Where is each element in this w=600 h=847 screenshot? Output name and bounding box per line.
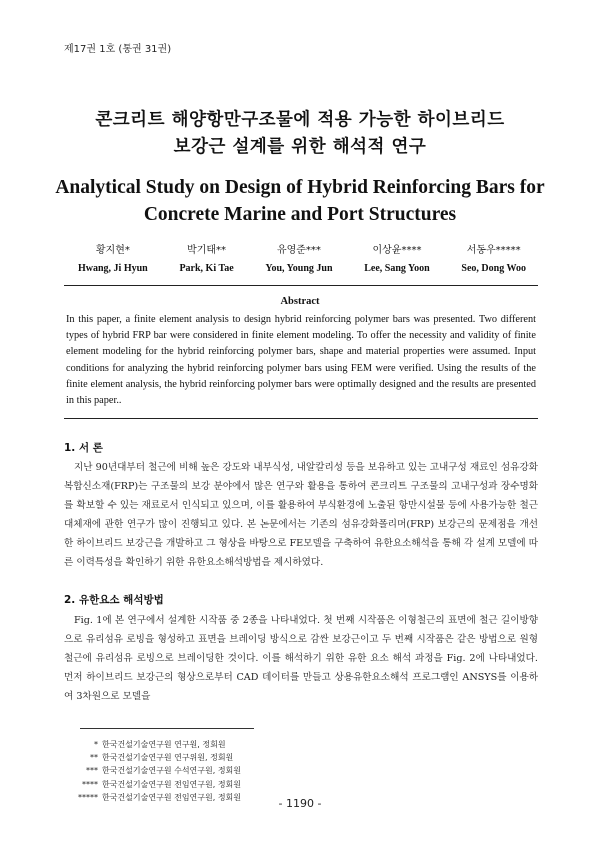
author-list xyxy=(78,244,526,276)
footnote-mark: ***** xyxy=(78,792,98,802)
author-name-korean: 유영준*** xyxy=(276,245,321,256)
author-name-korean: 서동우***** xyxy=(466,245,521,256)
footnote-divider xyxy=(80,728,254,729)
footnote xyxy=(64,778,364,791)
abstract-heading: Abstract xyxy=(280,296,320,307)
section-heading-fe-method: 2. 유한요소 해석방법 xyxy=(64,594,164,606)
author xyxy=(461,244,526,276)
author-name-korean: 이상윤**** xyxy=(372,245,422,256)
author-name-korean: 박기태** xyxy=(187,245,227,256)
footnotes xyxy=(64,738,364,804)
section-body-introduction: 지난 90년대부터 철근에 비해 높은 강도와 내부식성, 내알칼리성 등을 보유하고 있는 고내구성 재료인 섬유강화 복합신소재(FRP)는 구조물의 보강 분야에서 많은 연구와 활용을 통하여 콘크리트 구조물의 고내구성과 장수명화를 확보할 수 있는 재료로서 인식되고 있으며, 이를 활용하여 부식환경에 노출된 항만시설물 등에 사용가능한 철근대체재에 관한 연구가 많이 진행되고 있다. 본 논문에서는 기존의 섬유강화폴리머(FRP) 보강근의 문제점을 개선한 하이브리드 보강근을 개발하고 그 형상을 바탕으로 FE모델을 구축하여 유한요소해석을 통해 각 설계 모델에 따른 이력특성을 확인하기 위한 유한요소해석방법을 제시하였다. xyxy=(64,462,538,568)
abstract-top-divider xyxy=(64,285,538,286)
english-title-line-1: Analytical Study on Design of Hybrid Reinforcing Bars for xyxy=(55,177,545,198)
korean-title-line-2: 보강근 설계를 위한 해석적 연구 xyxy=(173,137,427,157)
footnote-mark: ** xyxy=(90,753,98,763)
footnote-text: 한국건설기술연구원 연구위원, 정회원 xyxy=(102,753,234,763)
page-number: - 1190 - xyxy=(278,797,322,810)
footnote xyxy=(64,751,364,764)
author-name-korean: 황지현* xyxy=(95,245,130,256)
footnote-text: 한국건설기술연구원 연구원, 정회원 xyxy=(102,740,226,749)
footnote-mark: * xyxy=(94,740,98,749)
footnote-text: 한국건설기술연구원 전임연구원, 정회원 xyxy=(102,779,242,789)
abstract-bottom-divider xyxy=(64,418,538,419)
author-name-english: You, Young Jun xyxy=(265,263,333,274)
english-title-line-2: Concrete Marine and Port Structures xyxy=(143,204,457,225)
author-name-english: Hwang, Ji Hyun xyxy=(78,263,148,274)
author xyxy=(78,244,148,276)
author xyxy=(179,244,233,276)
footnote-text: 한국건설기술연구원 수석연구원, 정회원 xyxy=(102,766,242,776)
footnote-mark: *** xyxy=(86,766,98,776)
author-name-english: Seo, Dong Woo xyxy=(461,263,526,274)
author-name-english: Park, Ki Tae xyxy=(179,263,234,274)
section-heading-introduction: 1. 서 론 xyxy=(64,442,103,454)
korean-title-line-1: 콘크리트 해양항만구조물에 적용 가능한 하이브리드 xyxy=(95,110,505,130)
journal-volume-header: 제17권 1호 (통권 31권) xyxy=(64,44,172,55)
footnote xyxy=(64,738,364,751)
footnote xyxy=(64,764,364,777)
author-name-english: Lee, Sang Yoon xyxy=(364,263,430,274)
abstract-text: In this paper, a finite element analysis to design hybrid reinforcing polymer bars was presented. Two different types of hybrid FRP bar were considered in finite element modeling. To offer the necessity and validity of finite element modeling for the hybrid reinforcing polymer bars, shape and material properties were assumed. Input conditions for analyzing the hybrid reinforcing polymer bars using FEM were verified. Using the results of the finite element analysis, the hybrid reinforcing polymer bars were optimally designed and the results are presented in this paper.. xyxy=(66,314,536,407)
footnote-mark: **** xyxy=(82,779,98,789)
author xyxy=(265,244,332,276)
section-body-fe-method: Fig. 1에 본 연구에서 설계한 시작품 중 2종을 나타내었다. 첫 번째 시작품은 이형철근의 표면에 철근 길이방향으로 유리섬유 로빙을 형성하고 표면을 브레이딩 방식으로 감싼 보강근이고 두 번째 시작품은 같은 방법으로 원형철근에 유리섬유 로빙으로 브레이딩한 것이다. 이를 해석하기 위한 유한 요소 해석 과정을 Fig. 2에 나타내었다. 먼저 하이브리드 보강근의 형상으로부터 CAD 데이터를 만들고 상용유한요소해석 프로그램인 ANSYS를 이용하여 3차원으로 모델을 xyxy=(64,615,538,702)
footnote-text: 한국건설기술연구원 전임연구원, 정회원 xyxy=(102,792,242,802)
author xyxy=(364,244,429,276)
